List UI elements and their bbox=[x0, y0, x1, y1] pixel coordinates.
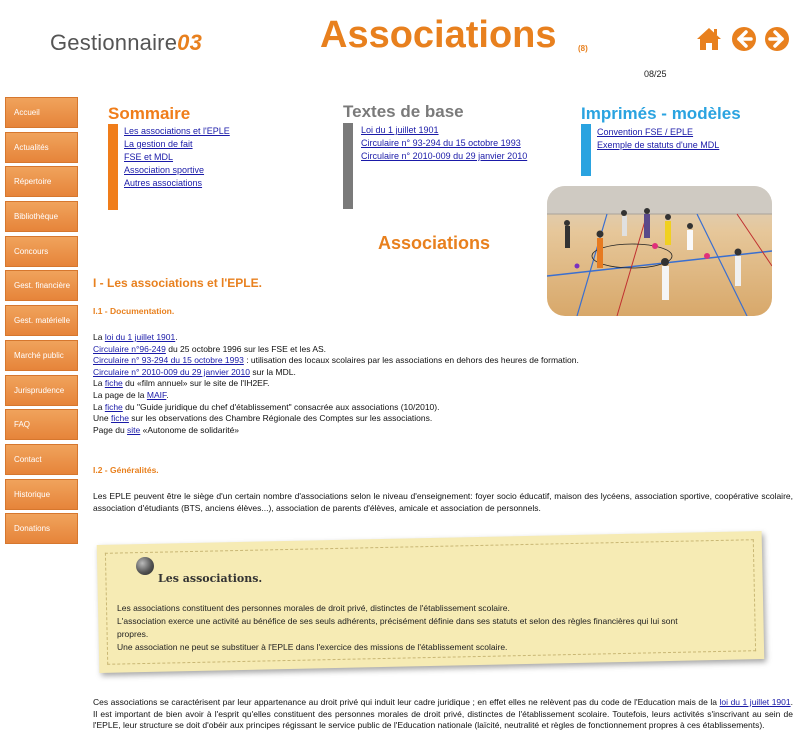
list-item bbox=[93, 344, 693, 356]
item-text: du «film annuel» sur le site de l'IH2EF. bbox=[122, 378, 270, 389]
note-title: Les associations. bbox=[158, 572, 263, 585]
list-item bbox=[93, 402, 693, 414]
item-text: Page du bbox=[93, 424, 128, 435]
para-text: Ces associations se caractérisent par leur appartenance au droit privé qui induit leur cadre juridique ; en effet elles ne relèvent pas du code de l'Education mais de la bbox=[93, 697, 720, 707]
doc-link[interactable]: fiche bbox=[104, 378, 123, 389]
generalites-paragraph: Les EPLE peuvent être le siège d'un certain nombre d'associations selon le niveau d'enseignement: foyer socio éducatif, maison des lycéens, association sportive, coopérative scolaire, association d'étudiants (BTS, anciens élèves...), association de parents d'élèves, amicale et association de personnels. bbox=[93, 491, 793, 513]
sidebar-item-faq[interactable]: FAQ bbox=[5, 409, 78, 440]
item-text: du 25 octobre 1996 sur les FSE et les AS. bbox=[165, 343, 327, 354]
sommaire-link-fse-mdl[interactable]: FSE et MDL bbox=[124, 152, 174, 162]
sidebar bbox=[5, 97, 78, 548]
textes-link-loi-1901[interactable]: Loi du 1 juillet 1901 bbox=[361, 125, 439, 135]
main-title: Associations bbox=[378, 233, 491, 253]
textes-links bbox=[361, 124, 527, 163]
brand-suffix: 03 bbox=[177, 30, 203, 55]
sidebar-item-jurisprudence[interactable]: Jurisprudence bbox=[5, 375, 78, 406]
doc-link[interactable]: loi du 1 juillet 1901 bbox=[104, 332, 176, 342]
textes-link-circulaire-2010-009[interactable]: Circulaire n° 2010-009 du 29 janvier 2010 bbox=[361, 151, 528, 161]
sidebar-item-repertoire[interactable]: Répertoire bbox=[5, 166, 78, 197]
textes-link-circulaire-93-294[interactable]: Circulaire n° 93-294 du 15 octobre 1993 bbox=[361, 138, 521, 148]
item-text: La bbox=[93, 332, 105, 342]
gym-photo bbox=[547, 186, 772, 316]
sidebar-item-historique[interactable]: Historique bbox=[5, 479, 78, 510]
para-text: . Il est important de bien avoir à l'esprit qu'elles constituent des personnes morales de droit privé, distinctes de l'établissement scolaire. Toutefois, leurs activités s'inscrivant au sein de l'EPLE, leur structure se doit d'obéir aux principes régissant le service public de l'Education nationale (laïcité, neutralité et règles de fonctionnement propres à ces établissements). bbox=[93, 697, 793, 730]
subsection-generalites: I.2 - Généralités. bbox=[93, 465, 159, 475]
sidebar-item-marche-public[interactable]: Marché public bbox=[5, 340, 78, 371]
list-item bbox=[93, 355, 693, 367]
sidebar-item-accueil[interactable]: Accueil bbox=[5, 97, 78, 128]
section-heading: I - Les associations et l'EPLE. bbox=[93, 276, 262, 290]
note-line: Les associations constituent des personnes morales de droit privé, distinctes de l'établissement scolaire. bbox=[117, 603, 510, 613]
imprimes-bar bbox=[581, 124, 591, 176]
item-text: : utilisation des locaux scolaires par les associations en dehors des heures de formation. bbox=[243, 355, 579, 366]
note-line: Une association ne peut se substituer à l'EPLE dans l'exercice des missions de l'établissement scolaire. bbox=[117, 642, 508, 652]
subsection-documentation: I.1 - Documentation. bbox=[93, 306, 175, 316]
sommaire-title: Sommaire bbox=[108, 104, 191, 123]
sommaire-link-gestion-de-fait[interactable]: La gestion de fait bbox=[124, 139, 193, 149]
brand-prefix: Gestionnaire bbox=[50, 30, 178, 55]
item-text: La bbox=[93, 378, 105, 389]
item-text: . bbox=[175, 332, 178, 342]
item-text: sur les observations des Chambre Régionale des Comptes sur les associations. bbox=[128, 413, 433, 424]
item-text: La bbox=[93, 401, 105, 412]
sommaire-bar bbox=[108, 124, 118, 210]
sidebar-item-donations[interactable]: Donations bbox=[5, 513, 78, 544]
loi-1901-link[interactable]: loi du 1 juillet 1901 bbox=[719, 697, 791, 707]
sommaire-link-eple[interactable]: Les associations et l'EPLE bbox=[124, 126, 230, 136]
item-text: du "Guide juridique du chef d'établissement" consacrée aux associations (10/2010). bbox=[122, 401, 440, 412]
list-item bbox=[93, 367, 693, 379]
doc-link[interactable]: MAIF bbox=[146, 389, 167, 400]
sommaire-link-association-sportive[interactable]: Association sportive bbox=[124, 165, 205, 175]
home-icon[interactable] bbox=[696, 26, 722, 52]
item-text: sur la MDL. bbox=[249, 366, 296, 377]
forward-arrow-icon[interactable] bbox=[764, 26, 790, 52]
bottom-paragraph bbox=[93, 697, 793, 732]
doc-link[interactable]: Circulaire n°96-249 bbox=[93, 343, 166, 354]
list-item bbox=[93, 425, 693, 437]
list-item bbox=[93, 332, 693, 344]
documentation-list bbox=[93, 332, 693, 436]
page-counter: 08/25 bbox=[644, 69, 667, 79]
imprimes-title: Imprimés - modèles bbox=[581, 104, 741, 123]
doc-link[interactable]: Circulaire n° 93-294 du 15 octobre 1993 bbox=[93, 355, 244, 366]
sommaire-links bbox=[124, 125, 230, 190]
imprimes-link-convention[interactable]: Convention FSE / EPLE bbox=[597, 127, 694, 137]
list-item bbox=[93, 413, 693, 425]
doc-link[interactable]: Circulaire n° 2010-009 du 29 janvier 2010 bbox=[93, 366, 250, 377]
site-brand[interactable] bbox=[50, 30, 202, 56]
item-text: . bbox=[166, 389, 169, 400]
imprimes-link-statuts-mdl[interactable]: Exemple de statuts d'une MDL bbox=[597, 140, 720, 150]
list-item bbox=[93, 378, 693, 390]
pin-icon bbox=[136, 557, 154, 575]
page-badge: (8) bbox=[578, 44, 588, 53]
sommaire-link-autres[interactable]: Autres associations bbox=[124, 178, 203, 188]
textes-title: Textes de base bbox=[343, 102, 464, 121]
sidebar-item-bibliotheque[interactable]: Bibliothèque bbox=[5, 201, 78, 232]
doc-link[interactable]: fiche bbox=[110, 413, 129, 424]
back-arrow-icon[interactable] bbox=[731, 26, 757, 52]
sidebar-item-actualites[interactable]: Actualités bbox=[5, 132, 78, 163]
item-text: La page de la bbox=[93, 389, 147, 400]
sidebar-item-contact[interactable]: Contact bbox=[5, 444, 78, 475]
note-line: L'association exerce une activité au bénéfice de ses seuls adhérents, précisément définie dans ses statuts et selon des règles financières qui lui sont bbox=[117, 616, 678, 626]
textes-bar bbox=[343, 123, 353, 209]
page-title: Associations bbox=[320, 14, 557, 56]
sidebar-item-gest-materielle[interactable]: Gest. matérielle bbox=[5, 305, 78, 336]
doc-link[interactable]: fiche bbox=[104, 401, 123, 412]
sidebar-item-concours[interactable]: Concours bbox=[5, 236, 78, 267]
imprimes-links bbox=[597, 126, 719, 152]
doc-link[interactable]: site bbox=[127, 424, 141, 435]
item-text: «Autonome de solidarité» bbox=[140, 424, 240, 435]
item-text: Une bbox=[93, 413, 111, 424]
list-item bbox=[93, 390, 693, 402]
sidebar-item-gest-financiere[interactable]: Gest. financière bbox=[5, 270, 78, 301]
note-line: propres. bbox=[117, 629, 149, 639]
